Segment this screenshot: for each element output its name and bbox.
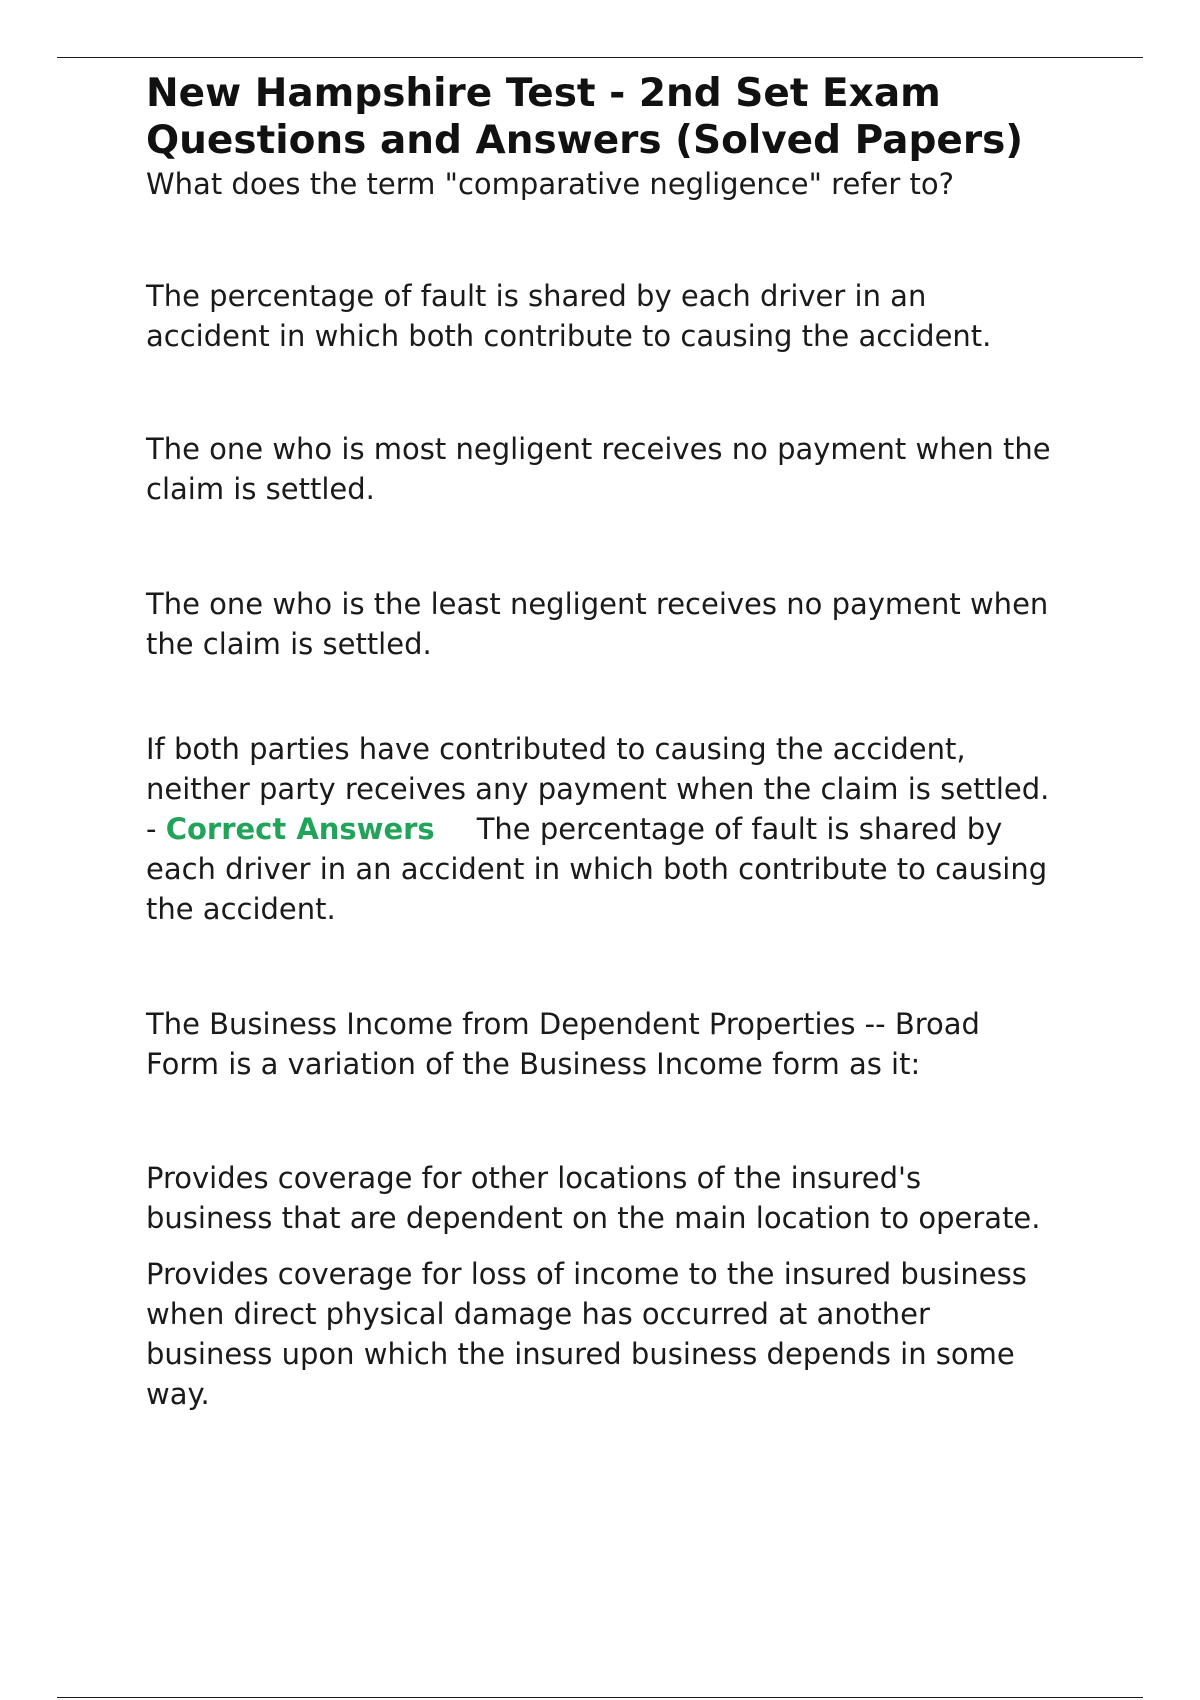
question-2-option-b — [146, 1254, 1106, 1414]
option-line: way. — [146, 1377, 210, 1411]
document-body — [146, 70, 1106, 1414]
bottom-rule — [57, 1697, 1143, 1698]
answer-line: the accident. — [146, 892, 336, 926]
option-line: the claim is settled. — [146, 627, 432, 661]
option-line: claim is settled. — [146, 472, 375, 506]
document-title — [146, 70, 1106, 164]
option-line: The one who is the least negligent receives no payment when — [146, 587, 1049, 621]
question-1 — [146, 164, 1106, 204]
correct-answers-label: Correct Answers — [165, 812, 435, 846]
option-line: when direct physical damage has occurred at another — [146, 1297, 930, 1331]
question-1-option-b — [146, 429, 1106, 509]
question-2-option-a — [146, 1158, 1106, 1238]
option-line: business that are dependent on the main location to operate. — [146, 1201, 1041, 1235]
question-2 — [146, 1004, 1106, 1084]
title-line-1: New Hampshire Test - 2nd Set Exam — [146, 71, 941, 116]
option-line: If both parties have contributed to causing the accident, — [146, 732, 966, 766]
question-1-option-d — [146, 729, 1106, 929]
question-1-text: What does the term "comparative negligence" refer to? — [146, 167, 954, 201]
answer-line: each driver in an accident in which both contribute to causing — [146, 852, 1048, 886]
option-line: Provides coverage for other locations of the insured's — [146, 1161, 922, 1195]
question-2-text: The Business Income from Dependent Properties -- Broad — [146, 1007, 980, 1041]
answer-prefix: - — [146, 812, 166, 846]
option-line: The one who is most negligent receives no payment when the — [146, 432, 1051, 466]
question-1-option-a — [146, 276, 1106, 356]
option-line: Provides coverage for loss of income to the insured business — [146, 1257, 1027, 1291]
answer-text: The percentage of fault is shared by — [476, 812, 1003, 846]
question-2-text: Form is a variation of the Business Income form as it: — [146, 1047, 921, 1081]
option-line: neither party receives any payment when the claim is settled. — [146, 772, 1050, 806]
option-line: The percentage of fault is shared by each driver in an — [146, 279, 927, 313]
option-line: business upon which the insured business depends in some — [146, 1337, 1015, 1371]
option-line: accident in which both contribute to causing the accident. — [146, 319, 992, 353]
title-line-2: Questions and Answers (Solved Papers) — [146, 118, 1024, 163]
question-1-option-c — [146, 584, 1106, 664]
top-rule — [57, 57, 1143, 58]
answer-line — [146, 809, 1106, 849]
